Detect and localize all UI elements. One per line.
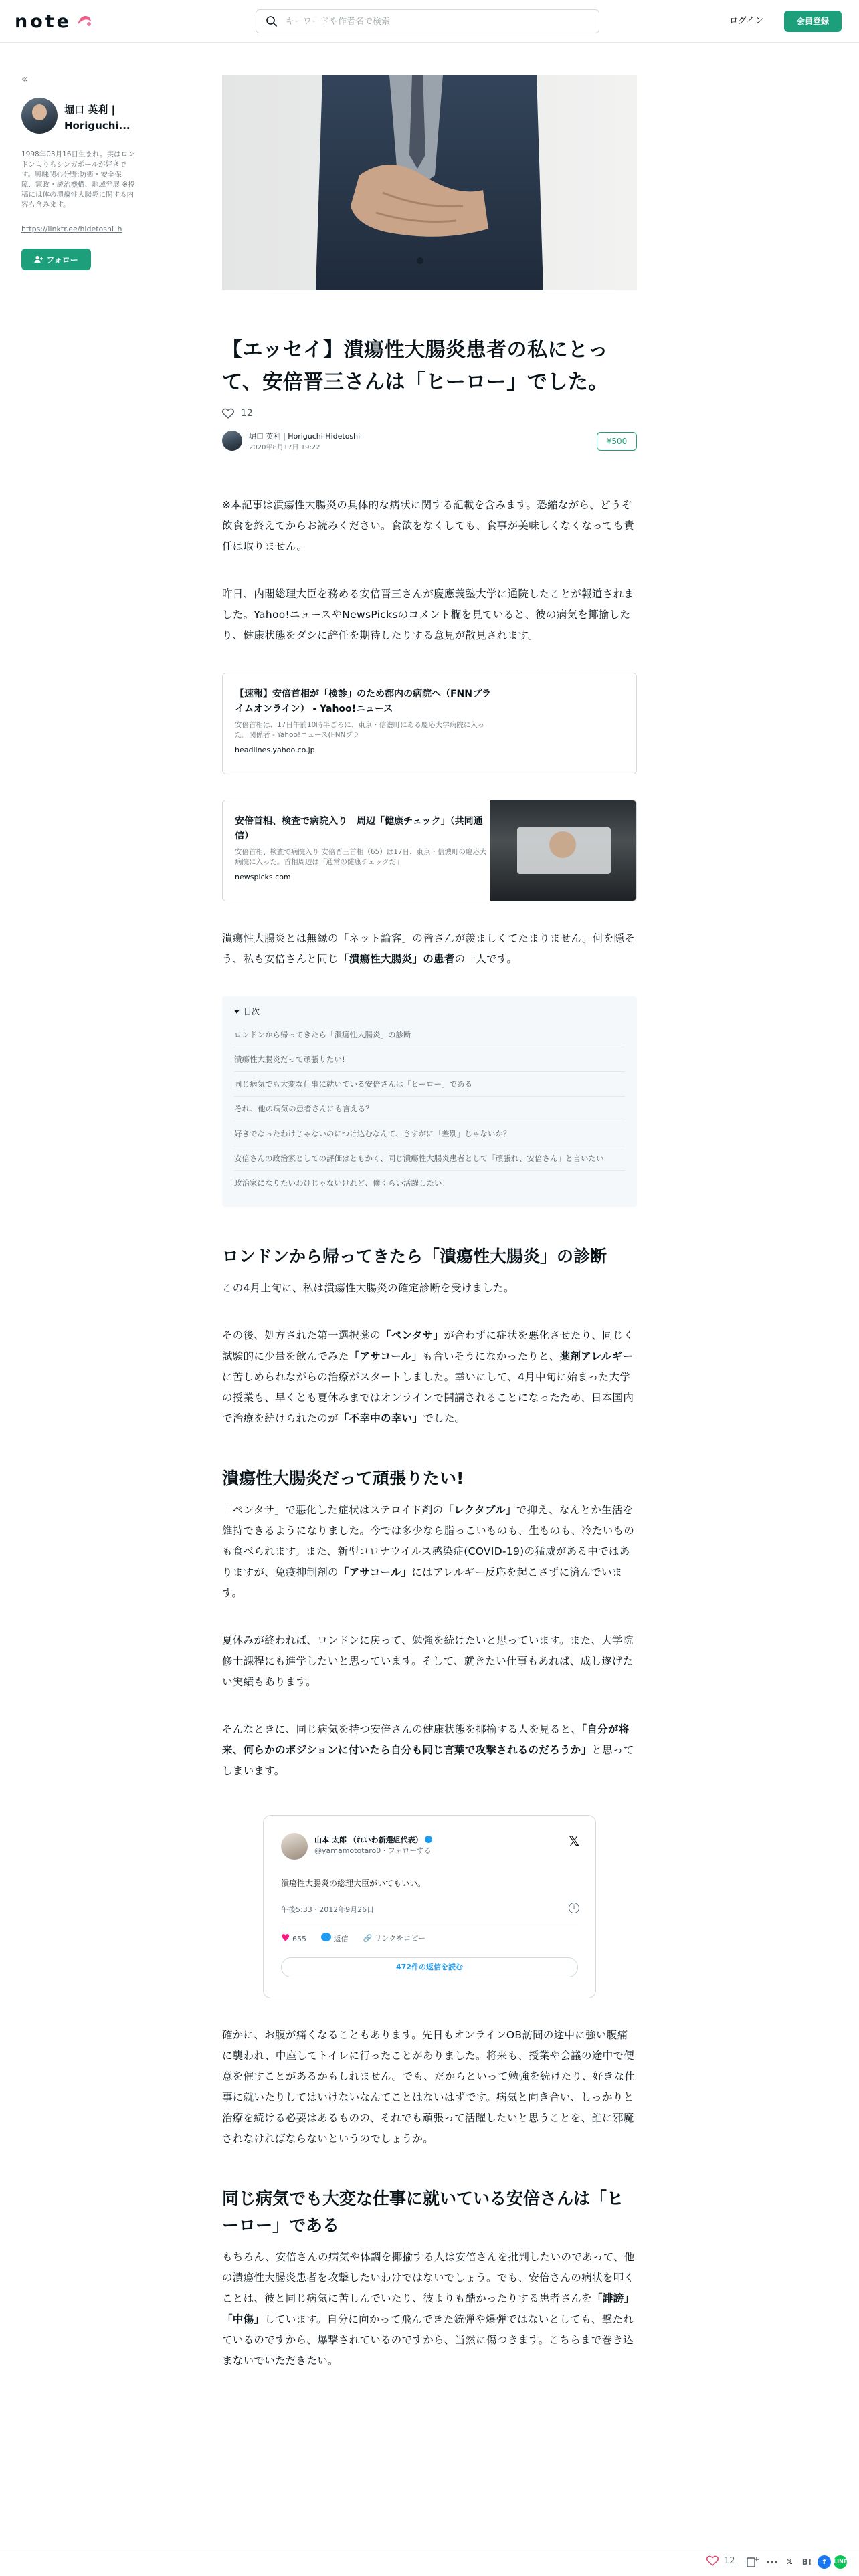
- hero-photo: [222, 75, 637, 290]
- caret-down-icon: [234, 1010, 240, 1014]
- embedded-tweet[interactable]: [263, 1815, 596, 1998]
- section-heading-hero: 同じ病気でも大変な仕事に就いている安倍さんは「ヒーロー」である: [222, 2189, 624, 2235]
- table-of-contents: [222, 996, 637, 1207]
- tweet-handle[interactable]: @yamamototaro0 · フォローする: [314, 1846, 432, 1855]
- section-heading-diagnosis: ロンドンから帰ってきたら「潰瘍性大腸炎」の診断: [222, 1247, 607, 1266]
- paragraph-stomachache: 確かに、お腹が痛くなることもあります。先日もオンラインOB訪問の途中に強い腹痛に襲われ、中座してトイレに行ったことがありました。将来も、授業や会議の途中で便意を催すことがあるかもしれません。でも、だからといって勉強を続けたり、好きな仕事に就いたりしてはいけないなんてことはないはずです。病気と向き合い、しっかりと治療を続ける必要はあるものの、それでも頑張って活躍したいと思うことを、誰に邪魔されなければならないというのでしょうか。: [222, 2029, 636, 2145]
- sidebar-author-bio: 1998年03月16日生まれ。実はロンドンよりもシンガポールが好きです。興味関心分野:防衛・安全保障、憲政・統治機構、地域発展 ※投稿には体の潰瘍性大腸炎に関する内容も含みます。: [21, 150, 135, 209]
- bold-text: 「アサコール」: [338, 1566, 412, 1578]
- bold-text: 「潰瘍性大腸炎」の患者: [338, 953, 455, 965]
- tweet-copy-label: リンクをコピー: [374, 1934, 425, 1943]
- toc-item[interactable]: 好きでなったわけじゃないのにつけ込むなんて、さすがに「差別」じゃないか？: [234, 1121, 625, 1146]
- paragraph-worry: [222, 1719, 637, 1782]
- search-box[interactable]: [256, 9, 599, 33]
- x-logo-icon[interactable]: 𝕏: [568, 1833, 579, 1849]
- magazine-add-icon[interactable]: [747, 2556, 759, 2568]
- tweet-author-name[interactable]: [314, 1834, 432, 1845]
- tweet-author-text: 山本 太郎 （れいわ新選組代表）: [314, 1836, 423, 1844]
- global-header: [0, 0, 859, 43]
- text: そんなときに、同じ病気を持つ安倍さんの健康状態を揶揄する人を見ると、: [222, 1723, 582, 1735]
- bold-text: 「中傷」: [222, 2313, 265, 2325]
- paragraph-medication: [222, 1500, 637, 1604]
- logo-text: note: [15, 11, 72, 32]
- text: で抑え、なんとか生活を維持できるようになりました。今では多少なら脂っこいものも、生ものも、冷たいものも食べられます。また、新型コロナウイルス感染症(COVID-19)の猛威がある中ではありますが、免疫抑制剤の: [222, 1504, 635, 1578]
- text: もちろん、安倍さんの病気や体調を揶揄する人は安倍さんを批判したいのであって、他の潰瘍性大腸炎患者を攻撃したいわけではないでしょう。でも、安倍さんの病状を叩くことは、彼と同じ病気に苦しんでいたり、彼よりも酷かったりする患者さんを: [222, 2251, 635, 2304]
- follow-button[interactable]: [21, 249, 91, 270]
- text: でした。: [423, 1412, 466, 1424]
- text: 「ペンタサ」で悪化した症状はステロイド剤の: [222, 1504, 444, 1516]
- text: 潰瘍性大腸炎とは無縁の「ネット論客」の皆さんが羨ましくてたまりません。何を隠そう、私も安倍さんと同じ: [222, 932, 636, 965]
- verified-badge-icon: [425, 1836, 432, 1843]
- link-card-body: [235, 814, 492, 881]
- share-facebook-icon[interactable]: f: [818, 2555, 831, 2569]
- article-like-count: 12: [241, 408, 253, 419]
- link-card-thumbnail: [490, 800, 636, 901]
- section-heading-effort: 潰瘍性大腸炎だって頑張りたい!: [222, 1469, 464, 1488]
- add-user-icon: [34, 255, 43, 263]
- bold-text: 「誹謗」: [592, 2292, 635, 2304]
- author-avatar[interactable]: [21, 98, 58, 134]
- bold-text: 「レクタブル」: [443, 1504, 516, 1516]
- link-card-description: 安倍首相、検査で病院入り 安倍晋三首相（65）は17日、東京・信濃町の慶応大病院に入った。首相周辺は「通常の健康チェックだ」: [235, 848, 487, 866]
- tweet-like-button[interactable]: [281, 1932, 306, 1944]
- bold-text: 「ペンタサ」: [381, 1329, 444, 1341]
- link-icon: 🔗: [363, 1934, 373, 1943]
- search-input[interactable]: [286, 17, 580, 27]
- paragraph-disclaimer: ※本記事は潰瘍性大腸炎の具体的な病状に関する記載を含みます。恐縮ながら、どうぞ飲食を終えてからお読みください。食欲をなくしても、食事が美味しくなくなっても責任は取りません。: [222, 499, 635, 552]
- heart-icon[interactable]: [222, 408, 234, 419]
- link-card-domain: newspicks.com: [235, 873, 291, 881]
- share-x-icon[interactable]: 𝕏: [786, 2557, 793, 2566]
- toc-header[interactable]: [234, 1006, 625, 1017]
- link-card-yahoo[interactable]: [222, 673, 637, 774]
- read-replies-button[interactable]: 472件の返信を読む: [281, 1957, 578, 1977]
- link-card-title: 安倍首相、検査で病院入り 周辺「健康チェック」（共同通信）: [235, 816, 483, 841]
- signup-button[interactable]: 会員登録: [784, 11, 842, 32]
- toc-item[interactable]: 潰瘍性大腸炎だって頑張りたい!: [234, 1047, 625, 1072]
- paragraph-news: 昨日、内閣総理大臣を務める安倍晋三さんが慶應義塾大学に通院したことが報道されました。Yahoo!ニュースやNewsPicksのコメント欄を見ていると、彼の病気を揶揄したり、健康状態をダシに辞任を期待したりする意見が散見されます。: [222, 588, 635, 641]
- article-title: 【エッセイ】潰瘍性大腸炎患者の私にとって、安倍晋三さんは「ヒーロー」でした。: [222, 338, 609, 394]
- price-button[interactable]: ¥500: [597, 432, 637, 451]
- link-card-body: [235, 687, 492, 754]
- tweet-actions: [281, 1932, 425, 1944]
- search-icon: [266, 15, 278, 27]
- share-line-icon[interactable]: LINE: [834, 2555, 847, 2569]
- bottom-like-count: 12: [724, 2555, 735, 2566]
- info-icon[interactable]: i: [569, 1903, 579, 1913]
- heart-icon: ♥: [281, 1932, 290, 1944]
- follow-label: フォロー: [46, 255, 78, 265]
- paragraph-future: 夏休みが終われば、ロンドンに戻って、勉強を続けたいと思っています。また、大学院修士課程にも進学したいと思っています。そして、就きたい仕事もあれば、成し遂げたい実績もあります。: [222, 1634, 634, 1688]
- link-card-description: 安倍首相は、17日午前10時半ごろに、東京・信濃町にある慶応大学病院に入った。関係者 - Yahoo!ニュース(FNNプラ: [235, 721, 485, 739]
- paragraph-patient: [222, 928, 637, 970]
- share-hatena-icon[interactable]: B!: [801, 2557, 812, 2567]
- bottom-like-button[interactable]: [706, 2555, 735, 2566]
- bold-text: 「アサコール」: [349, 1350, 423, 1362]
- toc-item[interactable]: 同じ病気でも大変な仕事に就いている安倍さんは「ヒーロー」である: [234, 1072, 625, 1097]
- text: しています。自分に向かって飛んできた銃弾や爆弾ではないとしても、撃たれているのですから、爆撃されているのですから、当然に傷つきます。こちらまで巻き込まないでいただきたい。: [222, 2313, 634, 2367]
- tweet-text: 潰瘍性大腸炎の総理大臣がいてもいい。: [281, 1879, 426, 1888]
- login-link[interactable]: ログイン: [729, 16, 764, 26]
- toc-item[interactable]: 安倍さんの政治家としての評価はともかく、同じ潰瘍性大腸炎患者として「頑張れ、安倍さん」と言いたい: [234, 1146, 625, 1171]
- logo-mark-icon: [76, 14, 93, 29]
- article-date: 2020年8月17日 19:22: [249, 444, 320, 451]
- article-author-row: [222, 428, 637, 455]
- bold-text: 「不幸中の幸い」: [338, 1412, 423, 1424]
- paragraph-diagnosis: この4月上旬に、私は潰瘍性大腸炎の確定診断を受けました。: [222, 1282, 514, 1294]
- bold-text: 「自分が将来、何らかのポジションに付いたら自分も同じ言葉で攻撃されるのだろうか」: [222, 1723, 630, 1756]
- reply-bubble-icon: [321, 1933, 331, 1941]
- link-card-newspicks[interactable]: [222, 800, 637, 901]
- text: が合わずに症状を悪化させたり、同じく試験的に少量を飲んでみた: [222, 1329, 634, 1362]
- text: にはアレルギー反応を起こさずに済んでいます。: [222, 1566, 623, 1599]
- tweet-copy-link-button[interactable]: [363, 1933, 425, 1943]
- tweet-reply-label: 返信: [333, 1934, 349, 1943]
- paragraph-criticism: [222, 2247, 637, 2371]
- text: に苦しめられながらの治療がスタートしました。幸いにして、4月中旬に始まった大学の授業も、早くとも夏休みまではオンラインで開講されることになったため、日本国内で治療を続けられたのが: [222, 1371, 634, 1424]
- text: と思ってしまいます。: [222, 1744, 634, 1777]
- tweet-like-count: 655: [292, 1935, 306, 1943]
- article-like-row: [222, 408, 637, 419]
- article-author-avatar[interactable]: [222, 431, 242, 451]
- text: の一人です。: [454, 953, 518, 965]
- note-logo[interactable]: [15, 11, 93, 32]
- article-hero-image: [222, 75, 637, 290]
- link-card-title: 【速報】安倍首相が「検診」のため都内の病院へ（FNNプライムオンライン） - Yahoo!ニュース: [235, 689, 491, 714]
- tweet-reply-button[interactable]: [321, 1933, 349, 1944]
- paragraph-treatment: [222, 1325, 637, 1429]
- toc-heading: 目次: [244, 1007, 260, 1016]
- sidebar-author-name[interactable]: 堀口 英利 | Horiguchi...: [64, 104, 130, 132]
- text: も合いそうになかったりと、: [422, 1350, 560, 1362]
- article-author-name[interactable]: 堀口 英利 | Horiguchi Hidetoshi: [249, 432, 361, 441]
- bottom-action-bar: [0, 2547, 859, 2576]
- heart-icon: [706, 2555, 719, 2566]
- tweet-avatar[interactable]: [281, 1833, 308, 1860]
- bold-text: 薬剤アレルギー: [559, 1350, 634, 1362]
- article-body: [222, 334, 637, 2371]
- tweet-timestamp[interactable]: 午後5:33 · 2012年9月26日: [281, 1905, 375, 1914]
- link-card-domain: headlines.yahoo.co.jp: [235, 746, 315, 754]
- toc-item[interactable]: 政治家になりたいわけじゃないけれど、僕くらい活躍したい！: [234, 1178, 450, 1188]
- toc-item[interactable]: それ、他の病気の患者さんにも言える？: [234, 1097, 625, 1121]
- collapse-sidebar-button[interactable]: «: [21, 72, 28, 85]
- sidebar-author-link[interactable]: https://linktr.ee/hidetoshi_h: [21, 225, 122, 233]
- toc-item[interactable]: ロンドンから帰ってきたら「潰瘍性大腸炎」の診断: [234, 1023, 625, 1047]
- text: その後、処方された第一選択薬の: [222, 1329, 381, 1341]
- more-options-icon[interactable]: [767, 2561, 777, 2563]
